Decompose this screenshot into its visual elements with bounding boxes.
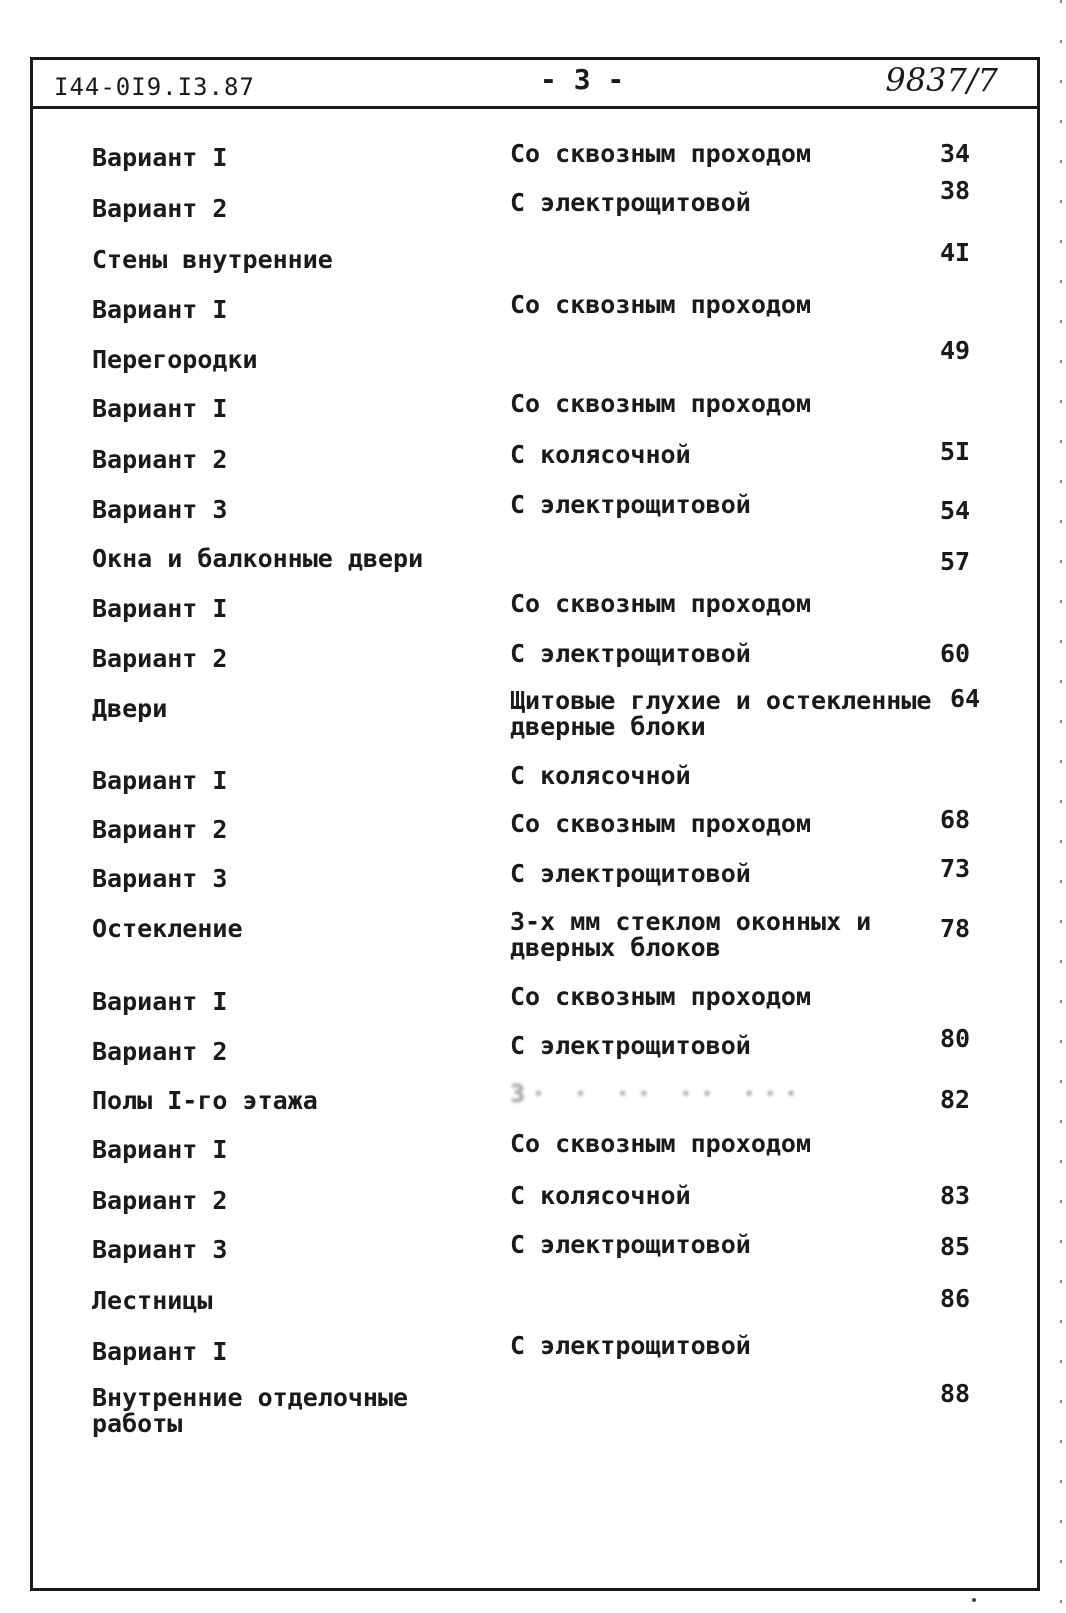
toc-description: С колясочной xyxy=(510,1181,691,1210)
toc-section: Вариант 2 xyxy=(92,644,228,673)
toc-page: 4I xyxy=(940,238,971,267)
toc-description: Со сквозным проходом xyxy=(510,1129,812,1158)
toc-section: Вариант I xyxy=(92,766,228,795)
toc-page: 68 xyxy=(940,805,971,834)
toc-section: Вариант I xyxy=(92,143,228,172)
toc-page: 5I xyxy=(940,437,971,466)
toc-page: 64 xyxy=(950,684,981,713)
toc-description: Со сквозным проходом xyxy=(510,982,812,1011)
toc-page: 38 xyxy=(940,176,971,205)
toc-section: Вариант 3 xyxy=(92,864,228,893)
page-number: - 3 - xyxy=(540,63,625,96)
toc-description: Со сквозным проходом xyxy=(510,290,812,319)
toc-section: Внутренние отделочные xyxy=(92,1383,409,1412)
toc-section: Вариант 3 xyxy=(92,1235,228,1264)
toc-section: Вариант 3 xyxy=(92,495,228,524)
toc-section: Вариант I xyxy=(92,594,228,623)
sheet-number: 9837/7 xyxy=(885,61,998,99)
toc-description: С электрощитовой xyxy=(510,490,751,519)
toc-section: Вариант 2 xyxy=(92,194,228,223)
toc-description: С электрощитовой xyxy=(510,1331,751,1360)
toc-page: 85 xyxy=(940,1232,971,1261)
toc-section: Вариант I xyxy=(92,1337,228,1366)
scan-edge xyxy=(1060,0,1062,1613)
toc-page: 83 xyxy=(940,1181,971,1210)
toc-description: С электрощитовой xyxy=(510,639,751,668)
toc-page: 54 xyxy=(940,496,971,525)
toc-description: Со сквозным проходом xyxy=(510,589,812,618)
toc-description: С колясочной xyxy=(510,761,691,790)
toc-section: Окна и балконные двери xyxy=(92,544,424,573)
toc-section: Перегородки xyxy=(92,345,258,374)
toc-section: Вариант I xyxy=(92,394,228,423)
title-block xyxy=(30,57,1040,109)
toc-section: Остекление xyxy=(92,914,243,943)
toc-description: С колясочной xyxy=(510,440,691,469)
toc-page: 88 xyxy=(940,1379,971,1408)
toc-section: Вариант 2 xyxy=(92,815,228,844)
toc-description: С электрощитовой xyxy=(510,1031,751,1060)
smudge: 3· · ·· ·· ··· xyxy=(510,1079,805,1108)
toc-section-continued: работы xyxy=(92,1409,183,1438)
toc-section: Лестницы xyxy=(92,1286,213,1315)
toc-section: Полы I-го этажа xyxy=(92,1086,318,1115)
toc-description: С электрощитовой xyxy=(510,188,751,217)
toc-description-continued: дверные блоки xyxy=(510,712,706,741)
toc-section: Вариант 2 xyxy=(92,1186,228,1215)
toc-description: Со сквозным проходом xyxy=(510,389,812,418)
toc-page: 34 xyxy=(940,139,971,168)
toc-page: 73 xyxy=(940,854,971,883)
toc-section: Вариант 2 xyxy=(92,445,228,474)
toc-description: Со сквозным проходом xyxy=(510,139,812,168)
toc-section: Вариант I xyxy=(92,1135,228,1164)
toc-description: С электрощитовой xyxy=(510,1230,751,1259)
scan-speck xyxy=(972,1598,976,1602)
toc-page: 49 xyxy=(940,336,971,365)
toc-description-continued: дверных блоков xyxy=(510,933,721,962)
toc-section: Стены внутренние xyxy=(92,245,333,274)
toc-description: Со сквозным проходом xyxy=(510,809,812,838)
toc-section: Вариант I xyxy=(92,295,228,324)
toc-section: Двери xyxy=(92,694,168,723)
toc-page: 78 xyxy=(940,914,971,943)
toc-description: Щитовые глухие и остекленные xyxy=(510,686,932,715)
toc-page: 80 xyxy=(940,1024,971,1053)
toc-page: 60 xyxy=(940,639,971,668)
toc-section: Вариант I xyxy=(92,987,228,1016)
toc-description: 3-х мм стеклом оконных и xyxy=(510,907,872,936)
toc-description: С электрощитовой xyxy=(510,859,751,888)
toc-page: 82 xyxy=(940,1085,971,1114)
toc-section: Вариант 2 xyxy=(92,1037,228,1066)
toc-page: 86 xyxy=(940,1284,971,1313)
toc-page: 57 xyxy=(940,547,971,576)
document-code: I44-0I9.I3.87 xyxy=(54,73,255,101)
